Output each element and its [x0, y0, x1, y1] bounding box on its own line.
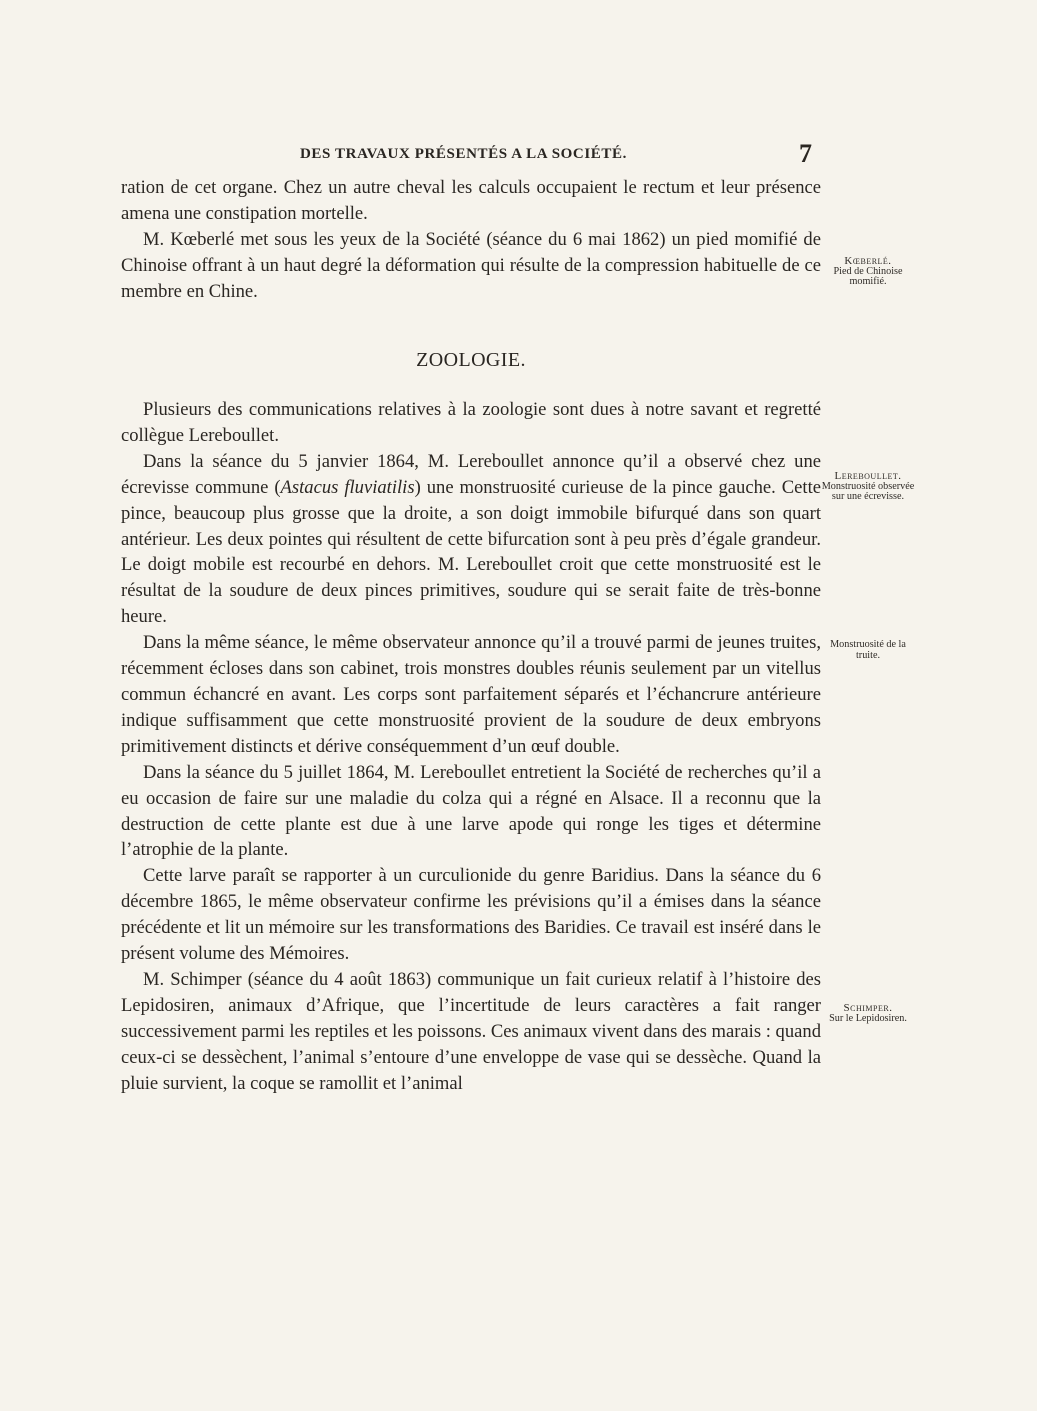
paragraph-koeberle: M. Kœberlé met sous les yeux de la Société (séance du 6 mai 1862) un pied momifié de Chinoise offrant à un haut degré la déformation qui résulte de la compression habituelle de ce membre en Chine.: [121, 228, 821, 302]
paragraph-schimper: M. Schimper (séance du 4 août 1863) communique un fait curieux relatif à l’histoire des Lepidosiren, animaux d’Afrique, que l’incertitude de leurs caractères a fait ranger successivement parmi les reptiles et les poissons. Ces animaux vivent dans des marais : quand ceux-ci se dessèchent, l’animal s’entoure d’une enveloppe de vase qui se dessèche. Quand la pluie survient, la coque se ramollit et l’animal: [121, 968, 821, 1094]
running-header: [300, 139, 820, 173]
margin-note-truite: [818, 640, 918, 661]
margin-note-text: Pied de Chinoise momifié.: [833, 265, 903, 287]
species-name: Astacus fluviatilis: [280, 476, 415, 498]
margin-note-text: Sur le Lepidosiren.: [829, 1012, 907, 1024]
margin-note-head: Kœberlé.: [844, 255, 892, 267]
paragraph-colza: Dans la séance du 5 juillet 1864, M. Lereboullet entretient la Société de recherches qu’il a eu occasion de faire sur une maladie du colza qui a régné en Alsace. Il a reconnu que la destruction de cette plante est due à une larve apode qui ronge les tiges et détermine l’atrophie de la plante.: [121, 761, 821, 861]
intro-text-block: [121, 175, 821, 305]
paragraph-ecrevisse: [121, 449, 821, 630]
margin-note-text: Monstruosité de la truite.: [830, 639, 906, 661]
paragraph-intro-lereboullet: Plusieurs des communications relatives à la zoologie sont dues à notre savant et regretté collègue Lereboullet.: [121, 399, 821, 446]
margin-note-text: Monstruosité observée sur une écrevisse.: [821, 480, 915, 502]
paragraph-ecrevisse-text-a: Dans la séance du 5 janvier 1864, M. Lereboullet annonce qu’il a observé chez une écrevisse commune (: [121, 450, 821, 498]
margin-note-head: Schimper.: [843, 1002, 893, 1014]
paragraph-baridius: Cette larve paraît se rapporter à un curculionide du genre Baridius. Dans la séance du 6 décembre 1865, le même observateur confirme les prévisions qu’il a émises dans la séance précédente et lit un mémoire sur les transformations des Baridies. Ce travail est inséré dans le présent volume des Mémoires.: [121, 865, 821, 965]
margin-note-head: Lereboullet.: [834, 470, 902, 482]
paragraph-ecrevisse-text-b: ) une monstruosité curieuse de la pince gauche. Cette pince, beaucoup plus grosse que la droite, a son doigt immobile bifurqué dans son quart antérieur. Les deux pointes qui résultent de cette bifurcation sont à peu près d’égale grandeur. Le doigt mobile est recourbé en dehors. M. Lereboullet croit que cette monstruosité est le résultat de la soudure de deux pinces primitives, soudure qui se serait faite de très-bonne heure.: [121, 476, 821, 628]
zoologie-text-block: [121, 397, 821, 1096]
section-heading-zoologie: ZOOLOGIE.: [416, 349, 526, 371]
margin-note-lereboullet: [818, 471, 918, 503]
paragraph-truites: Dans la même séance, le même observateur annonce qu’il a trouvé parmi de jeunes truites, récemment écloses dans son cabinet, trois monstres doubles réunis seulement par un vitellus commun échancré en avant. Les corps sont parfaitement séparés et l’échancrure antérieure indique suffisamment que cette monstruosité provient de la soudure de deux embryons primitivement distincts et dérive conséquemment d’un œuf double.: [121, 632, 821, 757]
paragraph-continuation: ration de cet organe. Chez un autre cheval les calculs occupaient le rectum et leur présence amena une constipation mortelle.: [121, 177, 821, 224]
running-title: DES TRAVAUX PRÉSENTÉS A LA SOCIÉTÉ.: [300, 146, 627, 162]
page-number: 7: [799, 139, 812, 168]
margin-note-schimper: [818, 1003, 918, 1024]
margin-note-koeberle: [818, 256, 918, 288]
